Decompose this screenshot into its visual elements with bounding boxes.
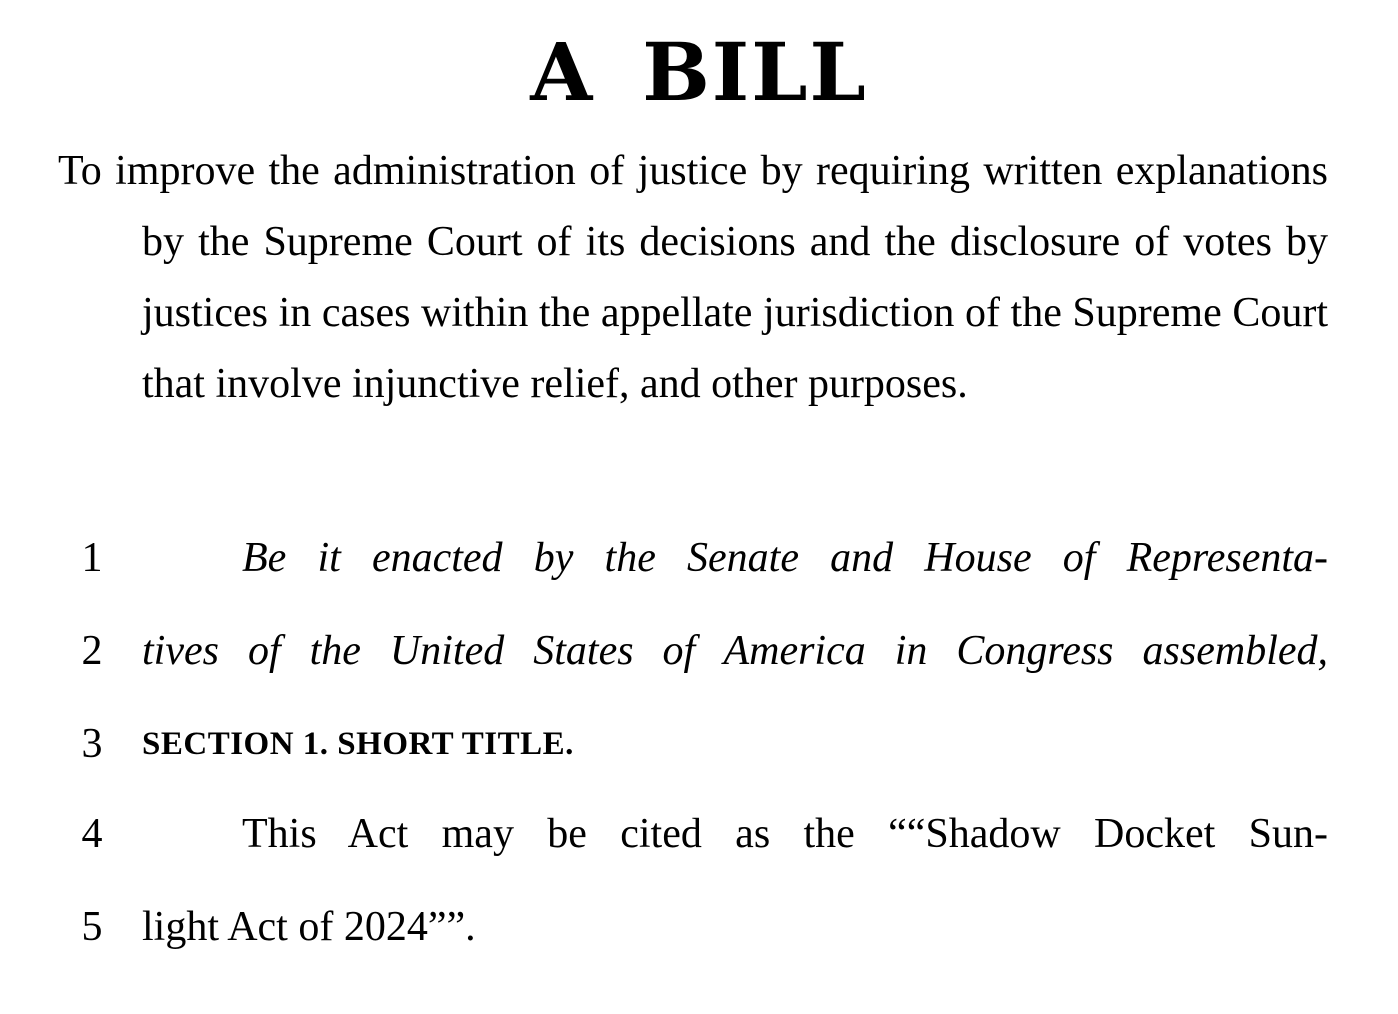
line-5 <box>0 892 1398 962</box>
line-number: 2 <box>81 628 103 674</box>
section-heading: SECTION 1. SHORT TITLE. <box>142 726 574 762</box>
short-title-text-cont: light Act of 2024””. <box>142 904 476 950</box>
line-2 <box>0 616 1398 686</box>
short-title-text: This Act may be cited as the ““Shadow Docket Sun- <box>242 811 1328 857</box>
enacting-clause: Be it enacted by the Senate and House of Representa- <box>242 535 1328 581</box>
bill-title: A BILL <box>530 25 868 119</box>
line-number: 4 <box>81 811 103 857</box>
line-4 <box>0 799 1398 869</box>
enacting-clause-cont: tives of the United States of America in Congress assembled, <box>142 628 1328 674</box>
line-number: 5 <box>81 904 103 950</box>
line-3 <box>0 709 1398 779</box>
bill-purpose: To improve the administration of justice by requiring written explanations by the Supreme Court of its decisions and the disclosure of votes by justices in cases within the appellate jurisdiction of the Supreme Court that involve injunctive relief, and other purposes. <box>58 148 1328 407</box>
line-1 <box>0 523 1398 593</box>
line-number: 1 <box>81 535 103 581</box>
line-number: 3 <box>81 721 103 767</box>
